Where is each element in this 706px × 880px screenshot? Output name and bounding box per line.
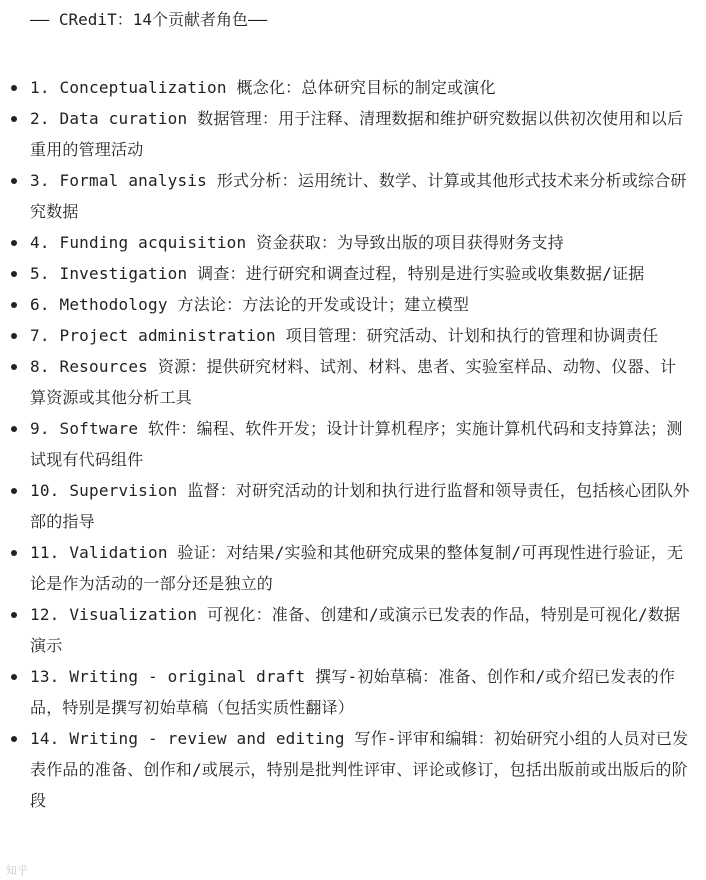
list-item <box>0 723 706 816</box>
bullet-icon <box>11 116 17 122</box>
bullet-icon <box>11 550 17 556</box>
role-text: 9. Software 软件：编程、软件开发；设计计算机程序；实施计算机代码和支持算法；测试现有代码组件 <box>30 419 683 469</box>
role-text: 3. Formal analysis 形式分析：运用统计、数学、计算或其他形式技术来分析或综合研究数据 <box>30 171 687 221</box>
bullet-icon <box>11 426 17 432</box>
bullet-icon <box>11 178 17 184</box>
bullet-icon <box>11 240 17 246</box>
bullet-icon <box>11 364 17 370</box>
section-heading: —— CRediT：14个贡献者角色—— <box>30 10 268 29</box>
list-item <box>0 475 706 537</box>
bullet-icon <box>11 612 17 618</box>
bullet-icon <box>11 674 17 680</box>
contributor-roles-list <box>0 72 706 816</box>
bullet-icon <box>11 488 17 494</box>
role-text: 13. Writing - original draft 撰写-初始草稿：准备、创作和/或介绍已发表的作品，特别是撰写初始草稿（包括实质性翻译） <box>30 667 676 717</box>
list-item <box>0 103 706 165</box>
role-text: 8. Resources 资源：提供研究材料、试剂、材料、患者、实验室样品、动物、仪器、计算资源或其他分析工具 <box>30 357 677 407</box>
role-text: 1. Conceptualization 概念化：总体研究目标的制定或演化 <box>30 78 496 97</box>
role-text: 11. Validation 验证：对结果/实验和其他研究成果的整体复制/可再现性进行验证，无论是作为活动的一部分还是独立的 <box>30 543 684 593</box>
role-text: 10. Supervision 监督：对研究活动的计划和执行进行监督和领导责任，包括核心团队外部的指导 <box>30 481 690 531</box>
list-item <box>0 537 706 599</box>
bullet-icon <box>11 302 17 308</box>
role-text: 12. Visualization 可视化：准备、创建和/或演示已发表的作品，特别是可视化/数据演示 <box>30 605 681 655</box>
list-item <box>0 289 706 320</box>
bullet-icon <box>11 271 17 277</box>
list-item <box>0 227 706 258</box>
role-text: 14. Writing - review and editing 写作-评审和编辑：初始研究小组的人员对已发表作品的准备、创作和/或展示，特别是批判性评审、评论或修订，包括出版前或出版后的阶段 <box>30 729 689 810</box>
list-item <box>0 351 706 413</box>
list-item <box>0 258 706 289</box>
list-item <box>0 661 706 723</box>
list-item <box>0 599 706 661</box>
bullet-icon <box>11 333 17 339</box>
role-text: 6. Methodology 方法论：方法论的开发或设计；建立模型 <box>30 295 470 314</box>
watermark-logo: 知乎 <box>6 864 28 877</box>
role-text: 4. Funding acquisition 资金获取：为导致出版的项目获得财务支持 <box>30 233 564 252</box>
list-item <box>0 165 706 227</box>
role-text: 5. Investigation 调查：进行研究和调查过程，特别是进行实验或收集数据/证据 <box>30 264 645 283</box>
bullet-icon <box>11 85 17 91</box>
list-item <box>0 320 706 351</box>
list-item <box>0 72 706 103</box>
list-item <box>0 413 706 475</box>
bullet-icon <box>11 736 17 742</box>
role-text: 2. Data curation 数据管理：用于注释、清理数据和维护研究数据以供初次使用和以后重用的管理活动 <box>30 109 684 159</box>
role-text: 7. Project administration 项目管理：研究活动、计划和执行的管理和协调责任 <box>30 326 659 345</box>
